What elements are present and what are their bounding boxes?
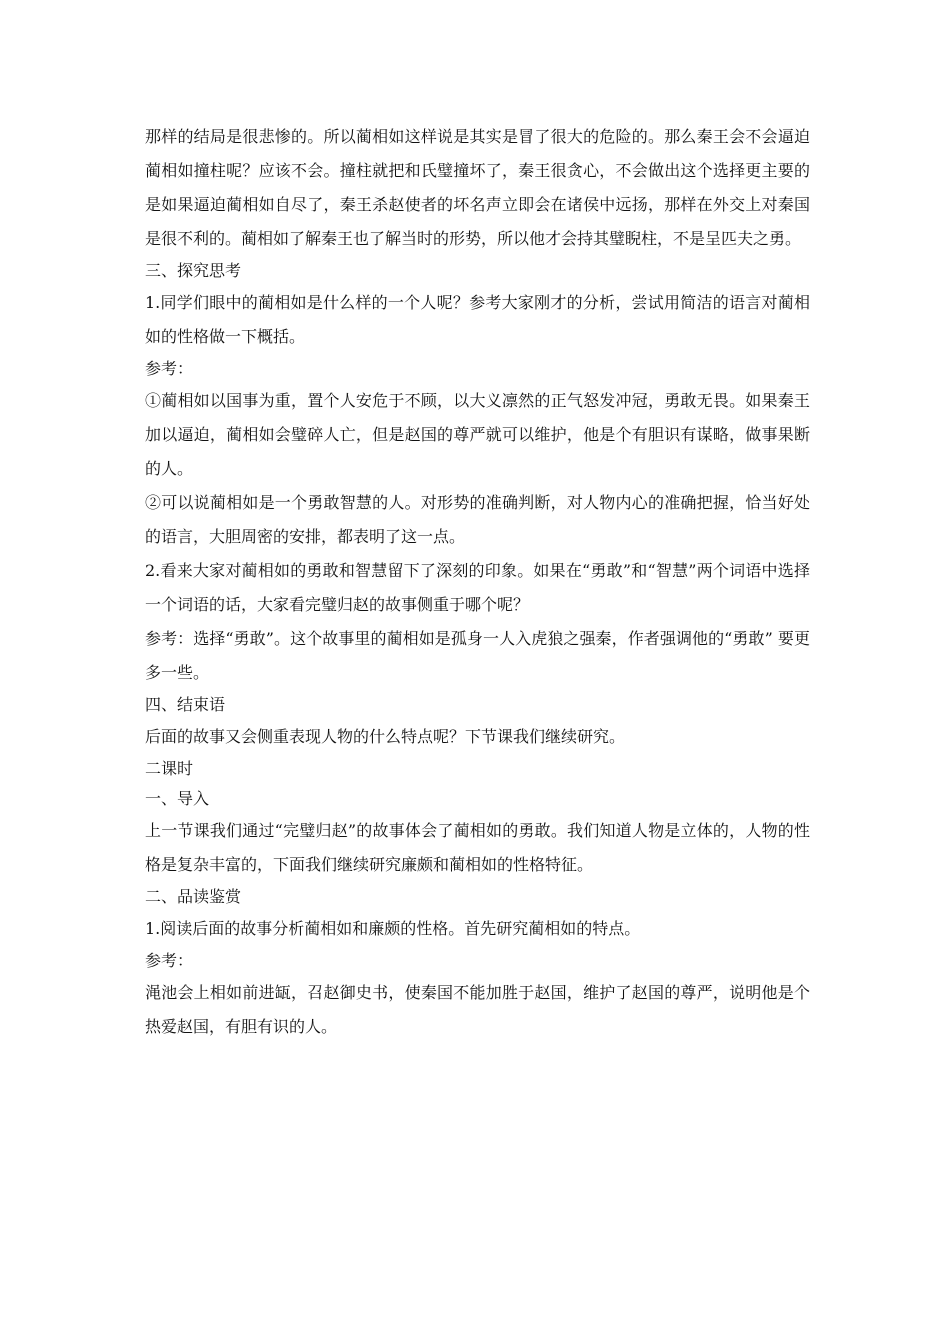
section-heading-introduction: 一、导入 (145, 789, 210, 808)
reference-label-2: 参考： (145, 951, 194, 970)
lesson-heading: 二课时 (145, 759, 194, 778)
appreciation-answer: 渑池会上相如前进缻，召赵御史书，使秦国不能加胜于赵国，维护了赵国的尊严，说明他是个热爱赵国，有胆有识的人。 (145, 983, 810, 1036)
document-body (145, 120, 810, 1044)
answer-point-1: ①蔺相如以国事为重，置个人安危于不顾，以大义凛然的正气怒发冲冠，勇敢无畏。如果秦王加以逼迫，蔺相如会璧碎人亡，但是赵国的尊严就可以维护，他是个有胆识有谋略，做事果断的人。 (145, 391, 810, 478)
paragraph-risk-analysis: 那样的结局是很悲惨的。所以蔺相如这样说是其实是冒了很大的危险的。那么秦王会不会逼迫蔺相如撞柱呢？应该不会。撞柱就把和氏璧撞坏了，秦王很贪心，不会做出这个选择更主要的是如果逼迫蔺相如自尽了，秦王杀赵使者的坏名声立即会在诸侯中远扬，那样在外交上对秦国是很不利的。蔺相如了解秦王也了解当时的形势，所以他才会持其璧睨柱，不是呈匹夫之勇。 (145, 127, 810, 248)
question-1: 1.同学们眼中的蔺相如是什么样的一个人呢？参考大家刚才的分析，尝试用简洁的语言对蔺相如的性格做一下概括。 (145, 293, 810, 346)
conclusion-text: 后面的故事又会侧重表现人物的什么特点呢？下节课我们继续研究。 (145, 727, 626, 746)
introduction-text: 上一节课我们通过“完璧归赵”的故事体会了蔺相如的勇敢。我们知道人物是立体的，人物的性格是复杂丰富的，下面我们继续研究廉颇和蔺相如的性格特征。 (145, 821, 810, 874)
appreciation-task: 1.阅读后面的故事分析蔺相如和廉颇的性格。首先研究蔺相如的特点。 (145, 919, 641, 938)
section-heading-appreciation: 二、品读鉴赏 (145, 887, 242, 906)
section-heading-conclusion: 四、结束语 (145, 695, 226, 714)
answer-2: 参考：选择“勇敢”。这个故事里的蔺相如是孤身一人入虎狼之强秦，作者强调他的“勇敢” 要更多一些。 (145, 629, 810, 682)
section-heading-explore: 三、探究思考 (145, 261, 242, 280)
answer-point-2: ②可以说蔺相如是一个勇敢智慧的人。对形势的准确判断，对人物内心的准确把握，恰当好处的语言，大胆周密的安排，都表明了这一点。 (145, 493, 810, 546)
reference-label: 参考： (145, 359, 194, 378)
question-2: 2.看来大家对蔺相如的勇敢和智慧留下了深刻的印象。如果在“勇敢”和“智慧”两个词语中选择一个词语的话，大家看完璧归赵的故事侧重于哪个呢？ (145, 561, 810, 614)
